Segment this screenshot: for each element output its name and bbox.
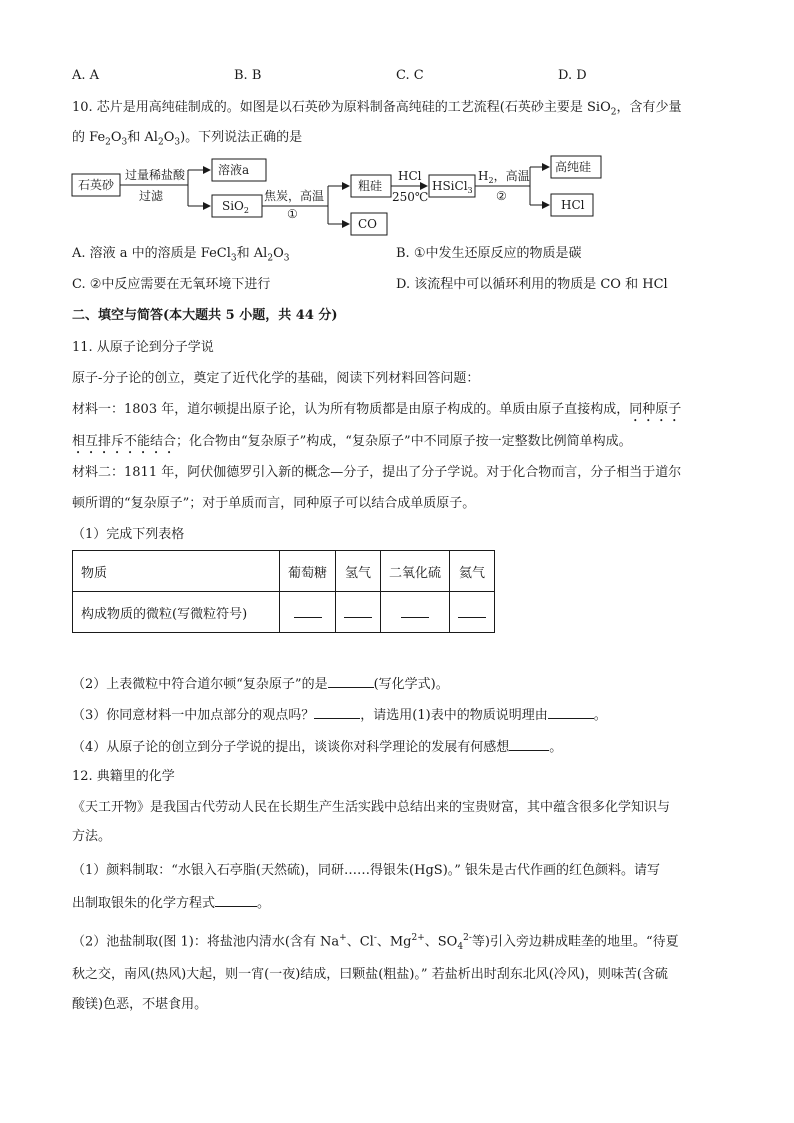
answer-blank-helium[interactable] xyxy=(450,592,495,633)
flow-step1-reagent: 过量稀盐酸 xyxy=(125,168,186,182)
q11-material2-line2: 顿所谓的“复杂原子”；对于单质而言，同种原子可以结合成单质原子。 xyxy=(72,496,476,511)
flow-step3-temperature: 250℃ xyxy=(392,190,429,204)
q10-stem-line2: 的 $Fe_2O_3$和 $Al_2O_3$)。下列说法正确的是 xyxy=(72,130,303,148)
q12-title: 12. 典籍里的化学 xyxy=(72,769,175,784)
q9-option-c: C. C xyxy=(396,68,424,83)
answer-blank-sulfur-dioxide[interactable] xyxy=(381,592,450,633)
q12-part2-line2: 秋之交，南风(热风)大起，则一宵(一夜)结成，曰颗盐(粗盐)。” 若盐析出时刮东北风(冷风)，则味苦(含硫 xyxy=(72,967,668,982)
q11-material1-line1: 材料一：1803 年，道尔顿提出原子论，认为所有物质都是由原子构成的。单质由原子直接构成，同种原子 xyxy=(72,402,682,417)
answer-blank-hydrogen[interactable] xyxy=(336,592,381,633)
table-header-cell: 葡萄糖 xyxy=(280,551,336,592)
flow-co-label: CO xyxy=(358,217,378,231)
q12-part2-line3: 酸镁)色恶，不堪食用。 xyxy=(72,997,208,1012)
q11-title: 11. 从原子论到分子学说 xyxy=(72,340,214,355)
table-row-label: 构成物质的微粒(写微粒符号) xyxy=(73,592,280,633)
q11-intro: 原子-分子论的创立，奠定了近代化学的基础，阅读下列材料回答问题： xyxy=(72,371,480,386)
particle-table xyxy=(72,550,495,633)
flow-step3-reagent: HCl xyxy=(398,169,422,183)
flow-crude-si-label: 粗硅 xyxy=(358,179,383,193)
process-flow-diagram xyxy=(0,150,794,240)
flow-hcl-label: HCl xyxy=(561,198,585,212)
q10-option-b: B. ①中发生还原反应的物质是碳 xyxy=(396,246,582,261)
q9-option-b: B. B xyxy=(234,68,262,83)
q12-part2-line1: （2）池盐制取(图 1)：将盐池内清水(含有 Na+、Cl-、$Mg^{2+}$、$SO_4^{2-}$等)引入旁边耕成畦垄的地里。“待夏 xyxy=(72,933,679,952)
section-heading: 二、填空与简答(本大题共 5 小题，共 44 分) xyxy=(72,308,338,323)
answer-blank[interactable] xyxy=(215,892,257,907)
table-header-cell: 氢气 xyxy=(336,551,381,592)
q10-option-c: C. ②中反应需要在无氧环境下进行 xyxy=(72,277,271,292)
answer-blank-glucose[interactable] xyxy=(280,592,336,633)
q11-part1: （1）完成下列表格 xyxy=(72,527,185,542)
q10-option-d: D. 该流程中可以循环利用的物质是 CO 和 HCl xyxy=(396,277,668,292)
q12-part1-line2: 出制取银朱的化学方程式 。 xyxy=(72,892,270,914)
answer-blank[interactable] xyxy=(328,673,374,688)
flow-step2-condition: 焦炭，高温 xyxy=(264,189,325,203)
answer-blank[interactable] xyxy=(509,736,549,751)
flow-pure-si-label: 高纯硅 xyxy=(555,160,592,174)
q11-material1-line2: 相互排斥不能结合；化合物由“复杂原子”构成，“复杂原子”中不同原子按一定整数比例简单构成。 xyxy=(72,434,632,449)
flow-solution-a-label: 溶液a xyxy=(218,163,250,177)
flow-start-label: 石英砂 xyxy=(78,178,115,192)
answer-blank[interactable] xyxy=(314,704,360,719)
table-row xyxy=(73,592,495,633)
flow-step4-mark: ② xyxy=(496,189,507,203)
table-header-row xyxy=(73,551,495,592)
table-header-cell: 二氧化硫 xyxy=(381,551,450,592)
q12-intro-line1: 《天工开物》是我国古代劳动人民在长期生产生活实践中总结出来的宝贵财富，其中蕴含很多化学知识与 xyxy=(72,800,671,815)
q11-part2: （2）上表微粒中符合道尔顿“复杂原子”的是 (写化学式)。 xyxy=(72,673,449,695)
q12-part1-line1: （1）颜料制取：“水银入石亭脂(天然硫)，同研……得银朱(HgS)。” 银朱是古代作画的红色颜料。请写 xyxy=(72,863,661,878)
flow-sio2-label: SiO$_2$ xyxy=(222,199,249,215)
flow-hsicl3-label: HSiCl$_3$ xyxy=(432,179,473,195)
q10-option-a: A. 溶液 a 中的溶质是 FeCl$_3$和 $Al_2O_3$ xyxy=(72,246,290,264)
flow-step4-condition: $H_2$，高温 xyxy=(478,169,530,185)
q12-intro-line2: 方法。 xyxy=(72,829,112,844)
table-header-cell: 氦气 xyxy=(450,551,495,592)
q9-option-a: A. A xyxy=(72,68,100,83)
q11-part4: （4）从原子论的创立到分子学说的提出，谈谈你对科学理论的发展有何感想 。 xyxy=(72,736,562,758)
answer-blank[interactable] xyxy=(548,704,594,719)
flow-step2-mark: ① xyxy=(287,207,298,221)
q10-stem-line1: 10. 芯片是用高纯硅制成的。如图是以石英砂为原料制备高纯硅的工艺流程(石英砂主要是 SiO$_2$，含有少量 xyxy=(72,100,682,118)
q11-material2-line1: 材料二：1811 年，阿伏伽德罗引入新的概念—分子，提出了分子学说。对于化合物而言，分子相当于道尔 xyxy=(72,465,682,480)
q11-part3: （3）你同意材料一中加点部分的观点吗？ ，请选用(1)表中的物质说明理由 。 xyxy=(72,704,607,726)
flow-step1-operation: 过滤 xyxy=(139,189,164,203)
table-header-cell: 物质 xyxy=(73,551,280,592)
q9-option-d: D. D xyxy=(558,68,587,83)
